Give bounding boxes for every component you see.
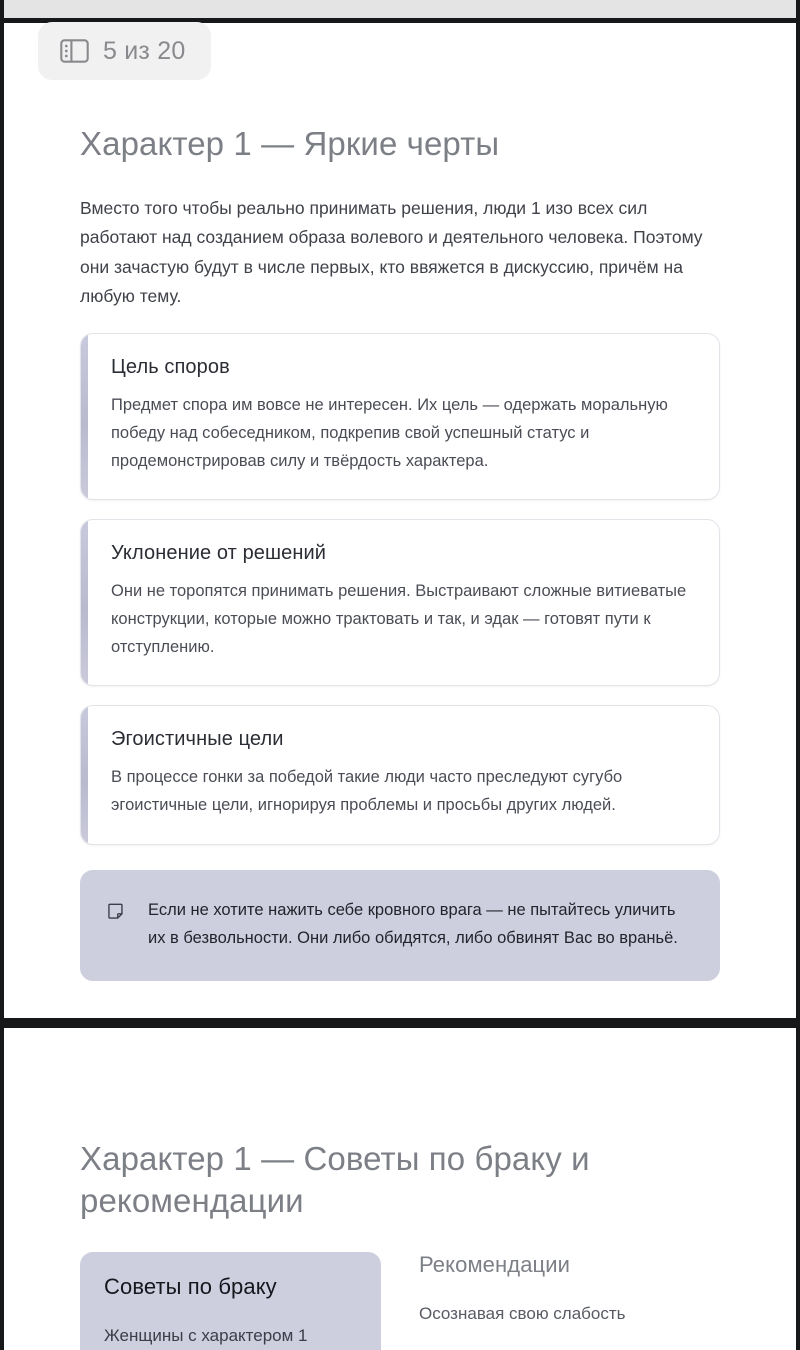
column-body: Осознавая свою слабость [419, 1304, 626, 1324]
slide-next [4, 1028, 796, 1350]
feature-card-title: Эгоистичные цели [111, 728, 284, 751]
feature-card-body: Предмет спора им вовсе не интересен. Их цель — одержать моральную победу над собеседником, подкрепив свой успешный статус и продемонстрировав силу и твёрдость характера. [111, 396, 668, 470]
two-column-section [80, 1252, 720, 1350]
feature-card-list [80, 333, 720, 845]
column-recommendations[interactable] [419, 1252, 720, 1350]
card-accent-bar [81, 706, 88, 843]
page-title: Характер 1 — Яркие черты [80, 125, 500, 162]
next-page-title: Характер 1 — Советы по браку и рекомендации [80, 1140, 590, 1220]
callout-text: Если не хотите нажить себе кровного врага — не пытайтесь уличить их в безвольности. Они либо обидятся, либо обвинят Вас во враньё. [148, 900, 678, 948]
column-title: Рекомендации [419, 1252, 571, 1278]
feature-card-title: Уклонение от решений [111, 542, 327, 565]
feature-card[interactable] [80, 519, 720, 686]
highlighted-panel [80, 1252, 381, 1350]
note-icon [106, 901, 128, 923]
feature-card-title: Цель споров [111, 356, 230, 379]
card-accent-bar [81, 520, 88, 685]
slide-counter-label: 5 из 20 [103, 36, 186, 65]
card-accent-bar [81, 334, 88, 499]
slide-counter-badge[interactable] [38, 22, 211, 80]
feature-card[interactable] [80, 333, 720, 500]
column-marriage-tips[interactable] [80, 1252, 381, 1350]
slide-layout-icon [60, 39, 89, 63]
intro-paragraph: Вместо того чтобы реально принимать решения, люди 1 изо всех сил работают над созданием образа волевого и деятельного человека. Поэтому они зачастую будут в числе первых, кто ввяжется в дискуссию, причём на любую тему. [80, 198, 703, 306]
feature-card-body: В процессе гонки за победой такие люди часто преследуют сугубо эгоистичные цели, игнорируя проблемы и просьбы других людей. [111, 768, 623, 815]
slide-current [4, 23, 796, 1018]
feature-card[interactable] [80, 705, 720, 844]
column-body: Женщины с характером 1 [104, 1326, 308, 1346]
column-title: Советы по браку [104, 1274, 277, 1300]
slide-gap-middle [0, 1018, 800, 1028]
feature-card-body: Они не торопятся принимать решения. Выстраивают сложные витиеватые конструкции, которые можно трактовать и так, и эдак — готовят пути к отступлению. [111, 582, 687, 656]
previous-slide-sliver [4, 0, 796, 18]
callout-box [80, 870, 720, 981]
